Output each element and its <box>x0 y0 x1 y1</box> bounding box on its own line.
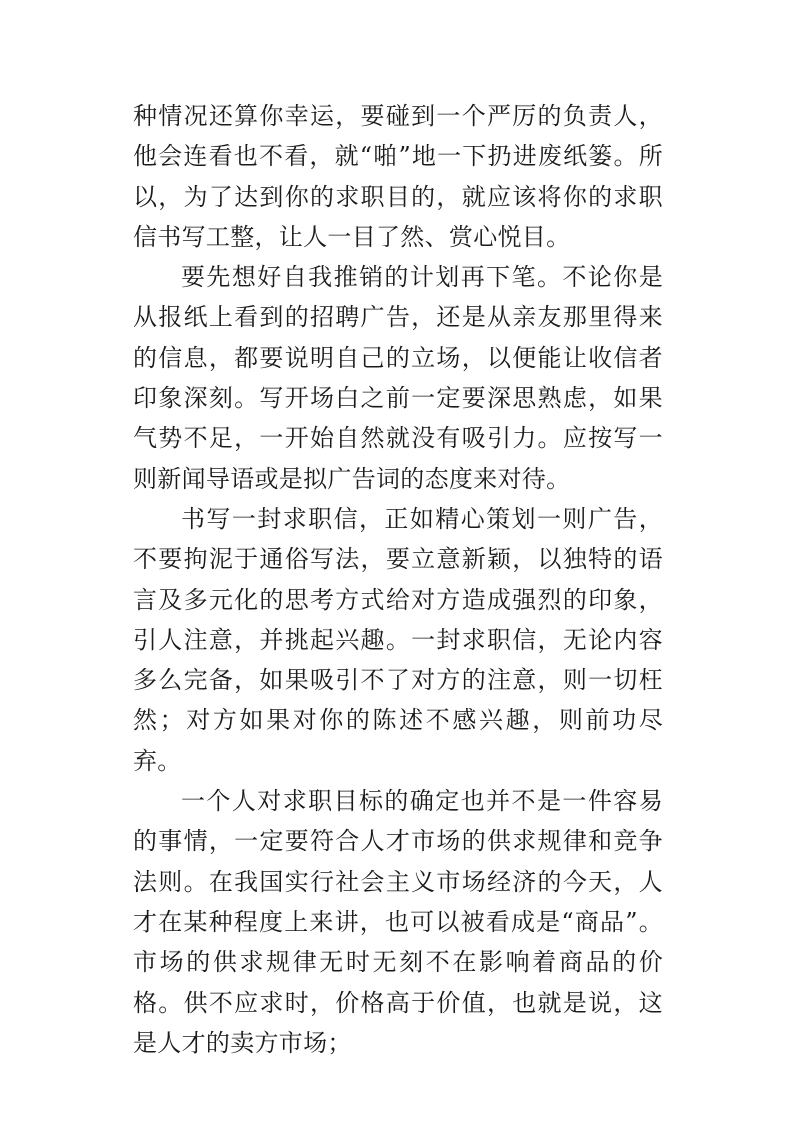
paragraph-1: 种情况还算你幸运，要碰到一个严厉的负责人，他会连看也不看，就“啪”地一下扔进废纸篓。所以，为了达到你的求职目的，就应该将你的求职信书写工整，让人一目了然、赏心悦目。 <box>133 102 663 251</box>
body-text <box>133 96 663 1063</box>
paragraph-3: 书写一封求职信，正如精心策划一则广告，不要拘泥于通俗写法，要立意新颖，以独特的语言及多元化的思考方式给对方造成强烈的印象，引人注意，并挑起兴趣。一封求职信，无论内容多么完备，如果吸引不了对方的注意，则一切枉然；对方如果对你的陈述不感兴趣，则前功尽弃。 <box>133 504 663 775</box>
paragraph-2: 要先想好自我推销的计划再下笔。不论你是从报纸上看到的招聘广告，还是从亲友那里得来的信息，都要说明自己的立场，以便能让收信者印象深刻。写开场白之前一定要深思熟虑，如果气势不足，一开始自然就没有吸引力。应按写一则新闻导语或是拟广告词的态度来对待。 <box>133 263 663 493</box>
paragraph-4: 一个人对求职目标的确定也并不是一件容易的事情，一定要符合人才市场的供求规律和竞争法则。在我国实行社会主义市场经济的今天，人才在某种程度上来讲，也可以被看成是“商品”。市场的供求规律无时无刻不在影响着商品的价格。供不应求时，价格高于价值，也就是说，这是人才的卖方市场； <box>133 787 663 1057</box>
